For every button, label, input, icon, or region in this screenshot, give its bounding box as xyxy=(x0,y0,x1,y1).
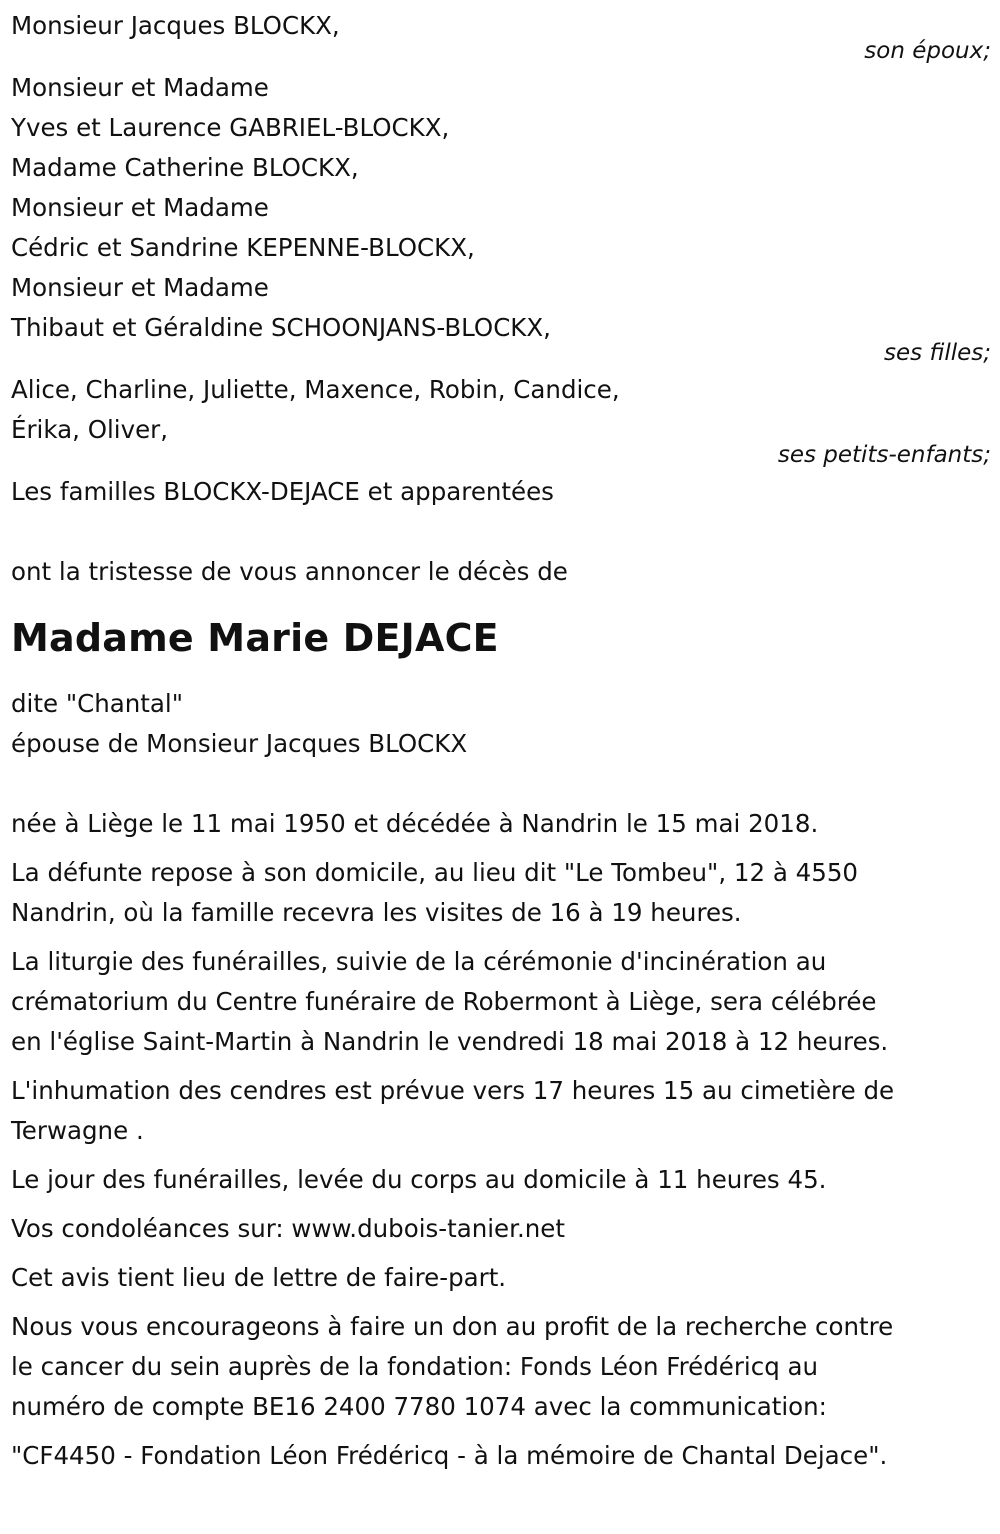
rest-line: Nandrin, où la famille recevra les visites de 16 à 19 heures. xyxy=(11,898,742,927)
notice-line: Cet avis tient lieu de lettre de faire-part. xyxy=(11,1263,507,1292)
communication-paragraph xyxy=(11,1436,991,1476)
donation-line: numéro de compte BE16 2400 7780 1074 avec la communication: xyxy=(11,1392,827,1421)
daughter-line: Thibaut et Géraldine SCHOONJANS-BLOCKX, xyxy=(11,313,551,342)
families-line: Les familles BLOCKX-DEJACE et apparentées xyxy=(11,477,554,506)
rest-paragraph xyxy=(11,853,991,933)
announcement-text: ont la tristesse de vous annoncer le décès de xyxy=(11,557,568,586)
daughter-line: Monsieur et Madame xyxy=(11,273,269,302)
husband-relation: son époux; xyxy=(864,38,991,64)
grandchildren-line: Érika, Oliver, xyxy=(11,415,169,444)
burial-line: Terwagne . xyxy=(11,1116,144,1145)
daughter-line: Monsieur et Madame xyxy=(11,193,269,222)
grandchildren-list xyxy=(11,370,991,450)
spacer xyxy=(11,512,991,552)
rest-line: La défunte repose à son domicile, au lieu dit "Le Tombeu", 12 à 4550 xyxy=(11,858,859,887)
obituary-notice xyxy=(11,6,991,1485)
donation-line: Nous vous encourageons à faire un don au profit de la recherche contre xyxy=(11,1312,894,1341)
donation-line: le cancer du sein auprès de la fondation: Fonds Léon Frédéricq au xyxy=(11,1352,819,1381)
liturgy-line: La liturgie des funérailles, suivie de la cérémonie d'incinération au xyxy=(11,947,827,976)
departure-paragraph xyxy=(11,1160,991,1200)
burial-paragraph xyxy=(11,1071,991,1151)
birth-death-paragraph xyxy=(11,804,991,844)
departure-line: Le jour des funérailles, levée du corps au domicile à 11 heures 45. xyxy=(11,1165,827,1194)
notice-paragraph xyxy=(11,1258,991,1298)
husband-name: Monsieur Jacques BLOCKX, xyxy=(11,11,340,40)
birth-death-line: née à Liège le 11 mai 1950 et décédée à Nandrin le 15 mai 2018. xyxy=(11,809,819,838)
deceased-name: Madame Marie DEJACE xyxy=(11,616,499,660)
liturgy-line: crématorium du Centre funéraire de Robermont à Liège, sera célébrée xyxy=(11,987,877,1016)
daughter-line: Monsieur et Madame xyxy=(11,73,269,102)
deceased-spouse: épouse de Monsieur Jacques BLOCKX xyxy=(11,729,468,758)
liturgy-paragraph xyxy=(11,942,991,1062)
liturgy-line: en l'église Saint-Martin à Nandrin le vendredi 18 mai 2018 à 12 heures. xyxy=(11,1027,889,1056)
daughters-relation: ses filles; xyxy=(884,340,991,366)
grandchildren-line: Alice, Charline, Juliette, Maxence, Robin, Candice, xyxy=(11,375,620,404)
daughters-list xyxy=(11,68,991,348)
donation-paragraph xyxy=(11,1307,991,1427)
deceased-alias: dite "Chantal" xyxy=(11,689,183,718)
condolences-line: Vos condoléances sur: www.dubois-tanier.net xyxy=(11,1214,565,1243)
spacer xyxy=(11,592,991,612)
spacer xyxy=(11,664,991,684)
daughter-line: Yves et Laurence GABRIEL-BLOCKX, xyxy=(11,113,450,142)
grandchildren-relation: ses petits-enfants; xyxy=(777,442,991,468)
communication-line: "CF4450 - Fondation Léon Frédéricq - à la mémoire de Chantal Dejace". xyxy=(11,1441,888,1470)
daughter-line: Cédric et Sandrine KEPENNE-BLOCKX, xyxy=(11,233,475,262)
burial-line: L'inhumation des cendres est prévue vers 17 heures 15 au cimetière de xyxy=(11,1076,895,1105)
daughter-line: Madame Catherine BLOCKX, xyxy=(11,153,359,182)
spacer xyxy=(11,764,991,804)
condolences-paragraph xyxy=(11,1209,991,1249)
